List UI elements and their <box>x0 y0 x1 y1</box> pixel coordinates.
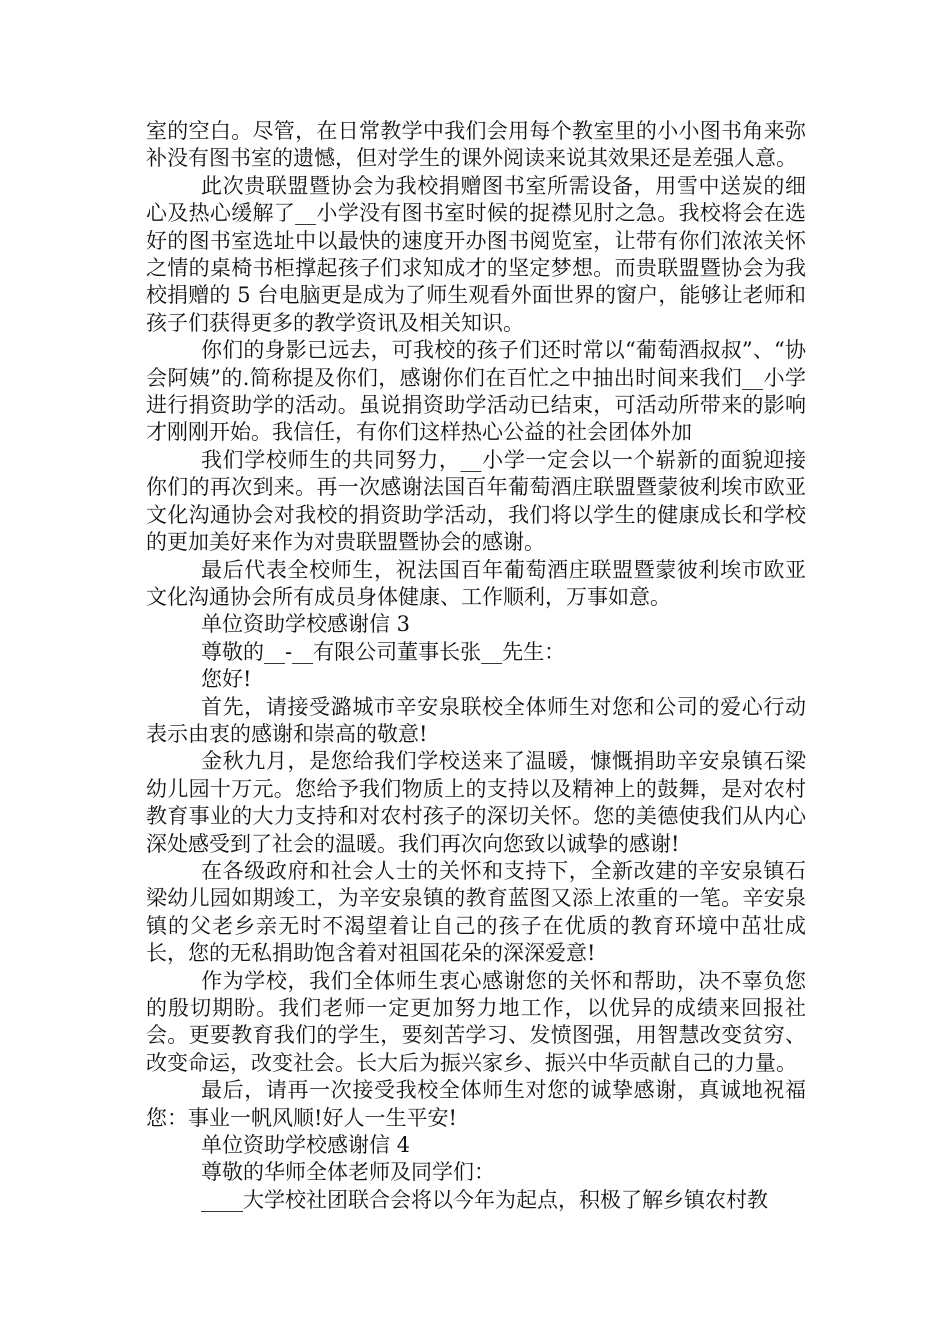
letter-3-commitment: 作为学校，我们全体师生衷心感谢您的关怀和帮助，决不辜负您的殷切期盼。我们老师一定更加努力地工作，以优异的成绩来回报社会。更要教育我们的学生，要刻苦学习、发愤图强，用智慧改变贫穷、改变命运，改变社会。长大后为振兴家乡、振兴中华贡献自己的力量。 <box>146 968 806 1075</box>
paragraph-donation-equipment: 此次贵联盟暨协会为我校捐赠图书室所需设备，用雪中送炭的细心及热心缓解了__小学没有图书室时候的捉襟见肘之急。我校将会在选好的图书室选址中以最快的速度开办图书阅览室，让带有你们浓浓关怀之情的桌椅书柜撑起孩子们求知成才的坚定梦想。而贵联盟暨协会为我校捐赠的 5 台电脑更是成为了师生观看外面世界的窗户，能够让老师和孩子们获得更多的教学资讯及相关知识。 <box>146 173 806 335</box>
paragraph-gratitude-memory: 你们的身影已远去，可我校的孩子们还时常以“葡萄酒叔叔”、“协会阿姨”的.简称提及你们，感谢你们在百忙之中抽出时间来我们__小学进行捐资助学的活动。虽说捐资助学活动已结束，可活动所带来的影响才刚刚开始。我信任，有你们这样热心公益的社会团体外加 <box>146 338 806 445</box>
letter-3-heading: 单位资助学校感谢信 3 <box>201 612 411 637</box>
letter-4-opening: ____大学校社团联合会将以今年为起点，积极了解乡镇农村教 <box>201 1187 768 1212</box>
paragraph-joint-effort: 我们学校师生的共同努力，__小学一定会以一个崭新的面貌迎接你们的再次到来。再一次感谢法国百年葡萄酒庄联盟暨蒙彼利埃市欧亚文化沟通协会对我校的捐资助学活动，我们将以学生的健康成长和学校的更加美好来作为对贵联盟暨协会的感谢。 <box>146 447 806 555</box>
document-page <box>146 118 806 1214</box>
letter-3-greeting: 您好! <box>201 667 252 692</box>
paragraph-library-gap: 室的空白。尽管，在日常教学中我们会用每个教室里的小小图书角来弥补没有图书室的遗憾，但对学生的课外阅读来说其效果还是差强人意。 <box>146 119 806 171</box>
letter-3-salutation: 尊敬的__-__有限公司董事长张__先生： <box>201 639 566 664</box>
letter-3-donation: 金秋九月，是您给我们学校送来了温暖，慷慨捐助辛安泉镇石梁幼儿园十万元。您给予我们物质上的支持以及精神上的鼓舞，是对农村教育事业的大力支持和对农村孩子的深切关怀。您的美德使我们从内心深处感受到了社会的温暖。我们再次向您致以诚挚的感谢! <box>146 749 806 856</box>
letter-3-opening: 首先，请接受潞城市辛安泉联校全体师生对您和公司的爱心行动表示由衷的感谢和崇高的敬意! <box>146 694 806 746</box>
letter-4-salutation: 尊敬的华师全体老师及同学们： <box>201 1160 495 1185</box>
letter-4-heading: 单位资助学校感谢信 4 <box>201 1133 411 1158</box>
letter-3-kindergarten: 在各级政府和社会人士的关怀和支持下，全新改建的辛安泉镇石梁幼儿园如期竣工，为辛安泉镇的教育蓝图又添上浓重的一笔。辛安泉镇的父老乡亲无时不渴望着让自己的孩子在优质的教育环境中茁壮成长，您的无私捐助饱含着对祖国花朵的深深爱意! <box>146 858 806 966</box>
letter-3-closing: 最后，请再一次接受我校全体师生对您的诚挚感谢，真诚地祝福您：事业一帆风顺!好人一生平安! <box>146 1078 806 1130</box>
paragraph-closing-wishes: 最后代表全校师生，祝法国百年葡萄酒庄联盟暨蒙彼利埃市欧亚文化沟通协会所有成员身体健康、工作顺利，万事如意。 <box>146 557 806 609</box>
